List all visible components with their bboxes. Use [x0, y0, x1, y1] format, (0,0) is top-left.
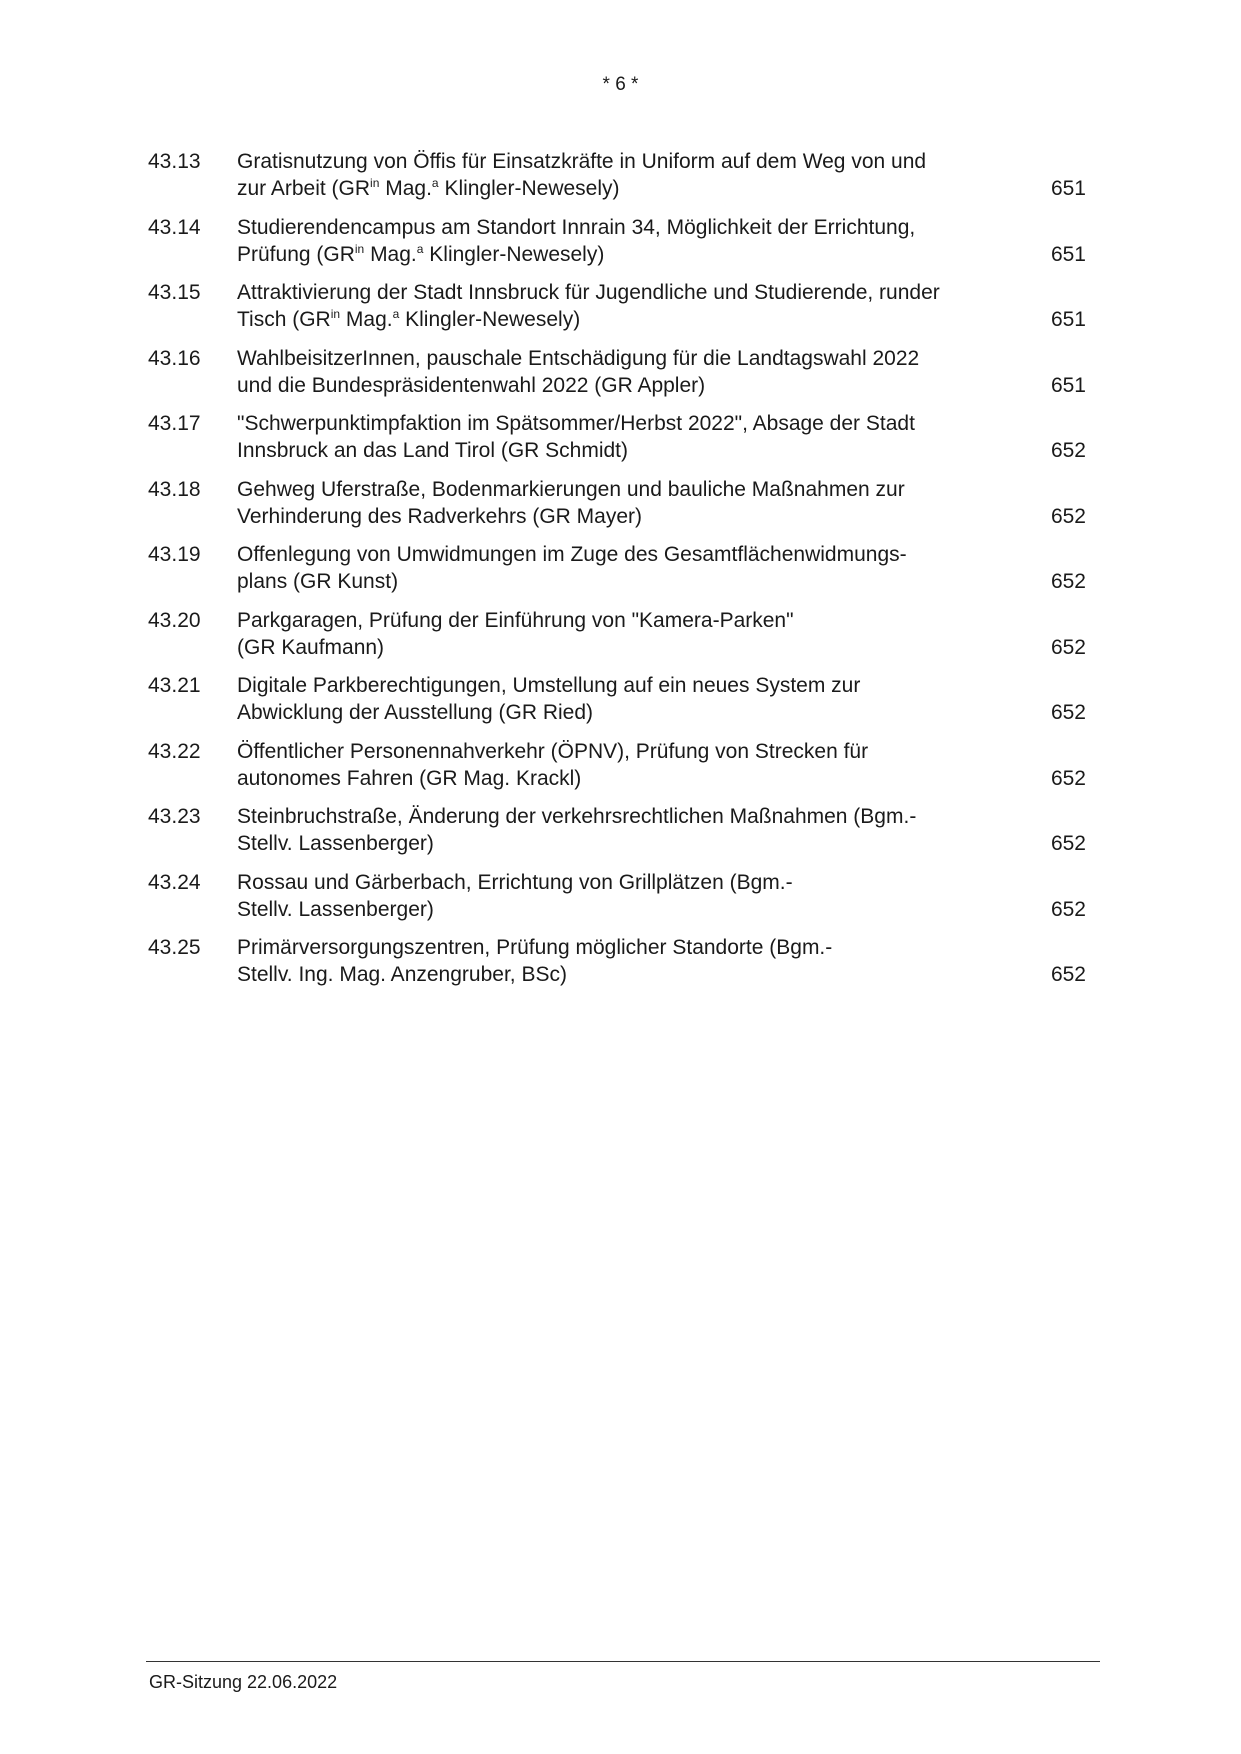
toc-entry-43-14: [148, 214, 1098, 280]
entry-title-line-1: Digitale Parkberechtigungen, Umstellung auf ein neues System zur: [237, 674, 861, 697]
entry-title: [237, 214, 972, 268]
entry-page-number: 652: [1050, 504, 1086, 528]
entry-title-line-1: Primärversorgungszentren, Prüfung möglicher Standorte (Bgm.-: [237, 936, 833, 959]
entry-title-line-1: Rossau und Gärberbach, Errichtung von Grillplätzen (Bgm.-: [237, 870, 793, 894]
entry-title: [237, 476, 972, 530]
entry-title: [237, 672, 972, 726]
table-of-contents: [148, 148, 1098, 1000]
entry-title: [237, 934, 972, 988]
entry-page-number: 652: [1050, 570, 1086, 593]
page-number: * 6 *: [602, 74, 639, 95]
entry-title-line-1: WahlbeisitzerInnen, pauschale Entschädigung für die Landtagswahl 2022: [237, 346, 920, 370]
entry-page-number: 652: [1050, 897, 1086, 921]
entry-title: [237, 803, 972, 857]
entry-number: 43.21: [148, 674, 201, 697]
entry-title: [237, 279, 972, 333]
entry-number: 43.15: [148, 281, 201, 304]
entry-title-line-1: Offenlegung von Umwidmungen im Zuge des Gesamtflächenwidmungs-: [237, 543, 907, 566]
entry-title: [237, 410, 972, 464]
footer-text: GR-Sitzung 22.06.2022: [149, 1672, 338, 1692]
entry-number: 43.20: [148, 608, 201, 632]
entry-page-number: 652: [1050, 963, 1086, 986]
entry-page-number: 652: [1050, 439, 1086, 462]
entry-number: 43.24: [148, 870, 201, 894]
toc-entry-43-16: [148, 345, 1098, 411]
entry-page-number: 652: [1050, 832, 1086, 855]
entry-title-line-2: Tisch ($GR^{in}$ Mag.$^a$ Klingler-Newesely): [237, 307, 581, 331]
entry-title-line-1: "Schwerpunktimpfaktion im Spätsommer/Herbst 2022", Absage der Stadt: [237, 412, 915, 435]
footer-divider: [146, 1661, 1100, 1662]
entry-page-number: 652: [1050, 701, 1086, 724]
toc-entry-43-15: [148, 279, 1098, 345]
entry-title-line-2: Prüfung ($GR^{in}$ Mag.$^a$ Klingler-Newesely): [237, 241, 605, 266]
entry-number: 43.13: [148, 150, 201, 173]
entry-title-line-1: Steinbruchstraße, Änderung der verkehrsrechtlichen Maßnahmen (Bgm.-: [237, 805, 917, 828]
entry-page-number: 651: [1050, 373, 1086, 397]
entry-title-line-1: Parkgaragen, Prüfung der Einführung von "Kamera-Parken": [237, 608, 794, 632]
entry-title-line-2: und die Bundespräsidentenwahl 2022 (GR Appler): [237, 373, 706, 397]
toc-entry-43-13: [148, 148, 1098, 214]
entry-number: 43.17: [148, 412, 201, 435]
toc-entry-43-20: [148, 607, 1098, 673]
entry-number: 43.23: [148, 805, 201, 828]
entry-number: 43.18: [148, 477, 201, 501]
toc-entry-43-21: [148, 672, 1098, 738]
entry-title: [237, 345, 972, 399]
entry-title: [237, 148, 972, 202]
entry-page-number: 651: [1050, 177, 1086, 200]
entry-title-line-2: zur Arbeit ($GR^{in}$ Mag.$^a$ Klingler-Newesely): [237, 176, 620, 200]
entry-title-line-1: Gratisnutzung von Öffis für Einsatzkräfte in Uniform auf dem Weg von und: [237, 150, 927, 173]
entry-page-number: 651: [1050, 308, 1086, 331]
entry-title-line-2: plans (GR Kunst): [237, 570, 399, 593]
entry-page-number: 651: [1050, 242, 1086, 266]
toc-entry-43-19: [148, 541, 1098, 607]
entry-number: 43.19: [148, 543, 201, 566]
entry-page-number: 652: [1050, 635, 1086, 659]
toc-entry-43-22: [148, 738, 1098, 804]
toc-entry-43-18: [148, 476, 1098, 542]
entry-title-line-2: Abwicklung der Ausstellung (GR Ried): [237, 701, 593, 724]
entry-title: [237, 541, 972, 595]
entry-title-line-1: Öffentlicher Personennahverkehr (ÖPNV), Prüfung von Strecken für: [237, 739, 869, 763]
entry-title-line-2: Verhinderung des Radverkehrs (GR Mayer): [237, 504, 643, 528]
entry-title: [237, 607, 972, 661]
toc-entry-43-23: [148, 803, 1098, 869]
entry-title-line-2: (GR Kaufmann): [237, 635, 385, 659]
toc-entry-43-24: [148, 869, 1098, 935]
entry-title-line-1: Studierendencampus am Standort Innrain 34, Möglichkeit der Errichtung,: [237, 215, 916, 239]
entry-title-line-2: Innsbruck an das Land Tirol (GR Schmidt): [237, 439, 629, 462]
entry-page-number: 652: [1050, 766, 1086, 790]
entry-title-line-2: Stellv. Lassenberger): [237, 897, 434, 921]
entry-title-line-1: Attraktivierung der Stadt Innsbruck für Jugendliche und Studierende, runder: [237, 281, 940, 304]
toc-entry-43-25: [148, 934, 1098, 1000]
entry-title-line-2: Stellv. Ing. Mag. Anzengruber, BSc): [237, 963, 567, 986]
entry-number: 43.22: [148, 739, 201, 763]
toc-entry-43-17: [148, 410, 1098, 476]
entry-number: 43.16: [148, 346, 201, 370]
entry-title-line-2: autonomes Fahren (GR Mag. Krackl): [237, 766, 582, 790]
entry-title-line-1: Gehweg Uferstraße, Bodenmarkierungen und bauliche Maßnahmen zur: [237, 477, 905, 501]
entry-title-line-2: Stellv. Lassenberger): [237, 832, 434, 855]
entry-title: [237, 738, 972, 792]
entry-title: [237, 869, 972, 923]
entry-number: 43.25: [148, 936, 201, 959]
entry-number: 43.14: [148, 215, 201, 239]
